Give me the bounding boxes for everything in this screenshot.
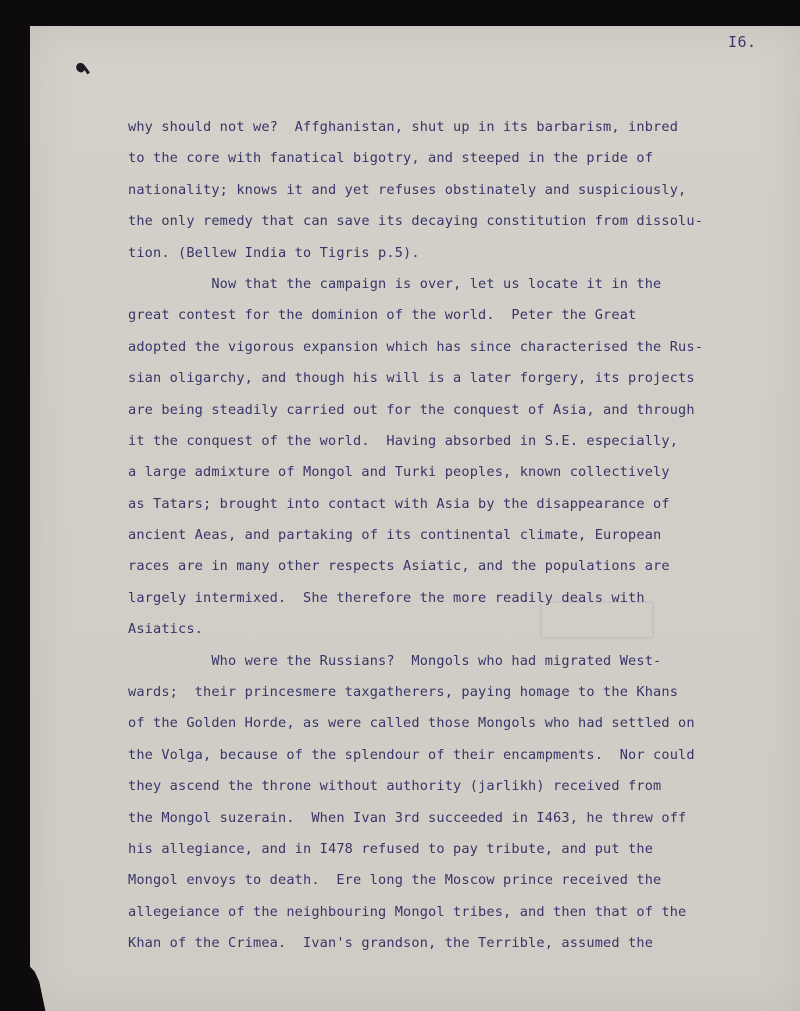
text-line: the Volga, because of the splendour of their encampments. Nor could <box>128 746 695 763</box>
text-line: the only remedy that can save its decaying constitution from dissolu- <box>128 213 704 230</box>
text-line: it the conquest of the world. Having absorbed in S.E. especially, <box>128 432 679 449</box>
text-line: Mongol envoys to death. Ere long the Moscow prince received the <box>128 872 662 889</box>
text-line: adopted the vigorous expansion which has since characterised the Rus- <box>128 338 704 355</box>
text-line: Now that the campaign is over, let us locate it in the <box>128 275 662 292</box>
text-line: wards; their princesmere taxgatherers, paying homage to the Khans <box>128 684 679 701</box>
text-line: his allegiance, and in I478 refused to pay tribute, and put the <box>128 840 654 857</box>
page-number: I6. <box>728 33 757 51</box>
typed-text-body <box>128 112 773 960</box>
text-line: they ascend the throne without authority (jarlikh) received from <box>128 778 662 795</box>
text-line: are being steadily carried out for the conquest of Asia, and through <box>128 401 695 418</box>
text-line: Who were the Russians? Mongols who had migrated West- <box>128 652 662 669</box>
text-line: a large admixture of Mongol and Turki peoples, known collectively <box>128 464 670 481</box>
text-line: ancient Aeas, and partaking of its continental climate, European <box>128 527 662 544</box>
text-line: the Mongol suzerain. When Ivan 3rd succeeded in I463, he threw off <box>128 809 687 826</box>
text-line: as Tatars; brought into contact with Asia by the disappearance of <box>128 495 670 512</box>
text-line: allegeiance of the neighbouring Mongol tribes, and then that of the <box>128 903 687 920</box>
text-line: Asiatics. <box>128 621 204 638</box>
text-line: races are in many other respects Asiatic, and the populations are <box>128 558 670 575</box>
text-line: nationality; knows it and yet refuses obstinately and suspiciously, <box>128 181 687 198</box>
text-line: tion. (Bellew India to Tigris p.5). <box>128 244 420 261</box>
text-line: of the Golden Horde, as were called those Mongols who had settled on <box>128 715 695 732</box>
text-line: to the core with fanatical bigotry, and steeped in the pride of <box>128 150 654 167</box>
text-line: Khan of the Crimea. Ivan's grandson, the Terrible, assumed the <box>128 935 654 952</box>
text-line: why should not we? Affghanistan, shut up in its barbarism, inbred <box>128 119 679 135</box>
text-line: sian oligarchy, and though his will is a later forgery, its projects <box>128 370 695 387</box>
text-line: great contest for the dominion of the world. Peter the Great <box>128 307 637 324</box>
text-line: largely intermixed. She therefore the more readily deals with <box>128 589 645 606</box>
